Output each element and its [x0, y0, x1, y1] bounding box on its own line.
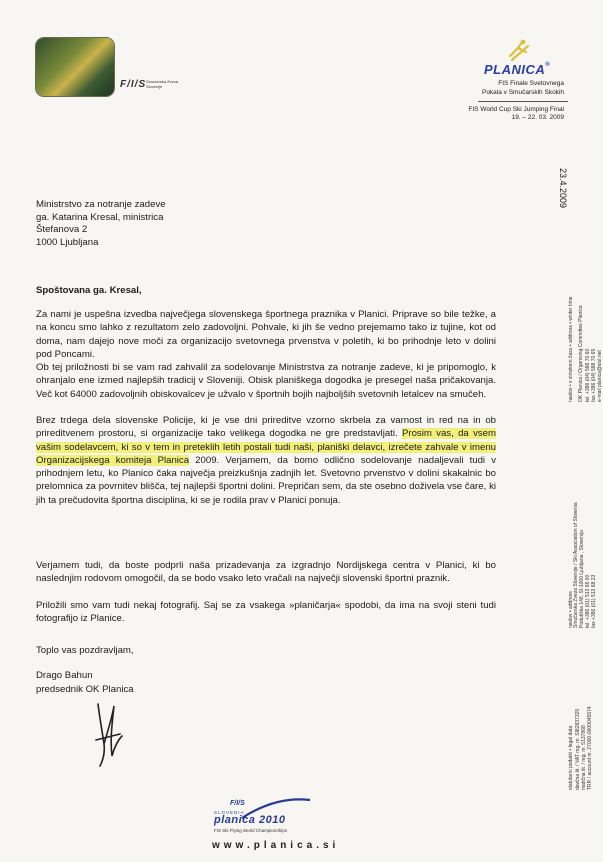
- footer-fis-logo: F/I/S: [230, 800, 245, 807]
- sidebar-text: tel. +386 (01) 513 68 00: [585, 574, 591, 628]
- header-ski-jump-photo: [36, 38, 114, 96]
- paragraph-1: Za nami je uspešna izvedba največjega slovenskega športnega praznika v Planici. Priprave so bile težke, a na koncu smo lahko z rezultatom zelo zadovoljni. Pohvale, ki jih še vedno prejemamo tako iz tujine, kot od doma, nam dajejo nove moči za organizacijo svetovnega prvenstva v poletih, ki bo prihodnje leto v dolini pod Poncami.: [36, 309, 496, 360]
- planica-logo-text: PLANICA: [484, 62, 546, 77]
- header-line-4: 19. – 22. 03. 2009: [511, 114, 564, 121]
- footer-country: SLOVENIA: [214, 810, 245, 815]
- sidebar-text: statutarni podatki • legal data: [568, 725, 574, 790]
- signer-title: predsednik OK Planica: [36, 684, 134, 695]
- header-divider: [478, 101, 568, 102]
- sidebar-text: TRR / account nr. 27000-0000045574: [587, 706, 593, 790]
- paragraph-3-end: 2009. Verjamem, da bomo odlično sodelovanje nadaljevali tudi v prihodnjem letu, ko Planico čaka največja preizkušnja zadnjih let. Svetovno prvenstvo v dolini skakalnic bo prelomnica za povrnitev blišča, tej najlepši športni dolini. Prepričan sem, da ste osebno doživela vse čare, ki jih ta prečudovita športna disciplina, ki se je rodila prav v Planici ponuja.: [36, 454, 496, 506]
- handwritten-signature: [90, 700, 130, 770]
- address-line: Štefanova 2: [36, 224, 88, 236]
- footer-planica-2010-logo: planica 2010: [214, 814, 286, 826]
- salutation: Spoštovana ga. Kresal,: [36, 285, 142, 296]
- paragraph-3-start: Brez trdega dela slovenske Policije, ki je vse dni prireditve vzorno skrbela za varnost in red na in ob prireditvenem prostoru, si organizacije tako velikega dogodka ne gre predstavljati.: [36, 415, 496, 440]
- sidebar-text: davčna št. / VAT reg. nr. SI82837325: [575, 708, 581, 790]
- sidebar-text: tel. +386 (04) 588 70 60: [585, 348, 591, 402]
- header-line-3: FIS World Cup Ski Jumping Final: [468, 106, 564, 113]
- recipient-address: [36, 199, 166, 249]
- paragraph-4: Verjamem tudi, da boste podprli naša prizadevanja za izgradnjo Nordijskega centra v Planici, ki bo naslednjim rodovom omogočil, da se bodo vsako leto vračali na največji slovenski športni praznik.: [36, 560, 496, 585]
- sidebar-text: Smučarska Zveza Slovenije / Ski Association of Slovenia: [573, 502, 579, 628]
- sidebar-text: fax +386 (01) 513 68 23: [591, 574, 597, 628]
- ski-association-logo: Smučarska Zveza Slovenije: [146, 79, 179, 89]
- address-line: ga. Katarina Kresal, ministrica: [36, 211, 164, 223]
- sidebar-text: Podutiška 148, SI-1000 Ljubljana , Slovenija: [579, 530, 585, 628]
- signer-name: Drago Bahun: [36, 670, 93, 681]
- address-line: Ministrstvo za notranje zadeve: [36, 199, 166, 210]
- sidebar-text: OK Planica / Organising Committee Planica: [578, 305, 584, 402]
- planica-logo: [484, 62, 550, 77]
- sidebar-text: e-mail planica@siol.net: [597, 350, 603, 402]
- sidebar-text: matična št. / reg. nr. 5137868: [581, 725, 587, 790]
- letter-date-text: 23.4.2009: [558, 168, 568, 209]
- sidebar-text: naslov • address: [568, 591, 574, 628]
- website-url[interactable]: www.planica.si: [212, 840, 340, 851]
- registered-mark: ®: [545, 62, 551, 68]
- header-line-1: FIS Finale Svetovnega: [498, 80, 564, 87]
- paragraph-5: Priložili smo vam tudi nekaj fotografij. Saj se za vsakega »planičarja« spodobi, da ima na svoji steni tudi fotografijo iz Planice.: [36, 600, 496, 625]
- sidebar-text: naslov • v zimskem času • address • winter time: [568, 296, 574, 402]
- fis-logo: F/I/S: [120, 79, 147, 90]
- sidebar-text: fax +386 (04) 588 70 65: [591, 348, 597, 402]
- address-line: 1000 Ljubljana: [36, 236, 99, 248]
- closing-greeting: Toplo vas pozdravljam,: [36, 645, 134, 656]
- paragraph-3: [36, 414, 496, 507]
- footer-championship-subtitle: FIS Ski Flying World Championships: [214, 828, 287, 833]
- highlighted-text: Prosim vas, da vsem vašim sodelavcem, ki so v tem in preteklih letih postali tudi naši, planiški delavci, izrečete zahvale v imenu Organizacijskega komiteja Planica: [36, 428, 496, 466]
- paragraph-2: Ob tej priložnosti bi se vam rad zahvalil za sodelovanje Ministrstva za notranje zadeve, ki je pripomoglo, k ohranjalo ene izmed najlepših tradicij v Sloveniji. Obisk planiškega dogodka je presegel naša pričakovanja. Več kot 64000 zadovoljnih obiskovalcev je užvalo v športnih bojih najboljših svetovnih letalcev na smučeh.: [36, 362, 496, 400]
- skier-icon: [506, 38, 532, 62]
- header-line-2: Pokala v Smučarskih Skokih: [481, 89, 564, 96]
